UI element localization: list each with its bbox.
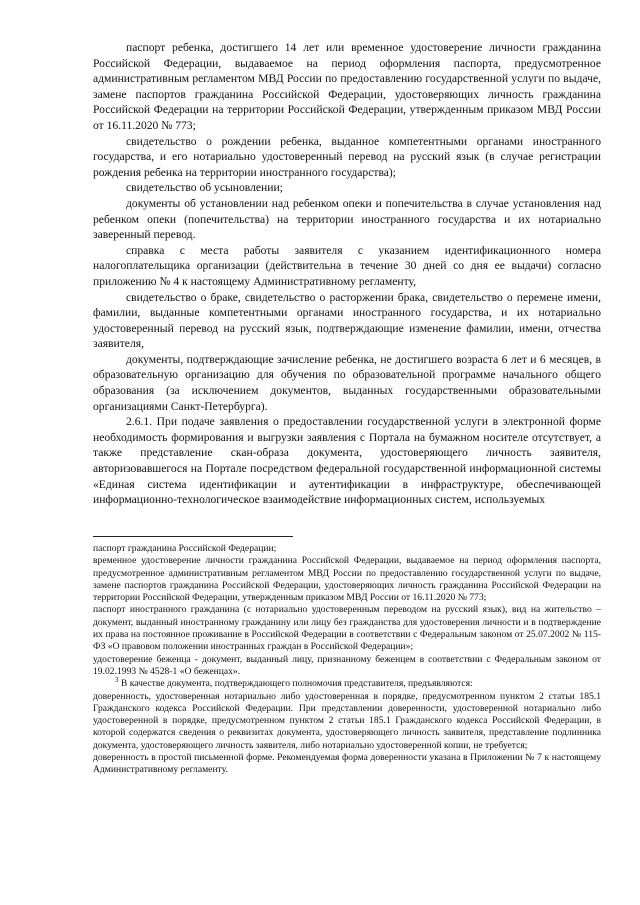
footnote-line: временное удостоверение личности гражданина Российской Федерации, выдаваемое на период оформления паспорта, предусмотренное административным регламентом МВД России по предоставлению государственной услуги по выдаче, замене паспортов гражданина Российской Федерации, удостоверяющих личность гражданина Российской Федерации на территории Российской Федерации, утвержденным приказом МВД России от 16.11.2020 № 773;	[93, 555, 601, 604]
paragraph-guardianship-documents: документы об установлении над ребенком опеки и попечительства в случае установления над ребенком опеки (попечительства) на территории иностранного государства и их нотариально заверенный перевод.	[93, 196, 601, 242]
paragraph-foreign-birth-certificate: свидетельство о рождении ребенка, выданное компетентными органами иностранного государства, и его нотариально удостоверенный перевод на русский язык (в случае регистрации рождения ребенка на территории иностранного государства);	[93, 134, 601, 179]
footnote-line: паспорт гражданина Российской Федерации;	[93, 543, 277, 554]
footnote-3	[93, 678, 601, 690]
footnote-line: удостоверение беженца - документ, выданный лицу, признанному беженцем в соответствии с Федеральным законом от 19.02.1993 № 4528-1 «О беженцах».	[93, 653, 601, 677]
paragraph-marriage-certificate: свидетельство о браке, свидетельство о расторжении брака, свидетельство о перемене имени, фамилии, выданные компетентными органами иностранного государства, и их нотариально удостоверенный перевод на русский язык, подтверждающие изменение фамилии, имени, отчества заявителя,	[93, 290, 601, 351]
paragraph-enrollment-documents: документы, подтверждающие зачисление ребенка, не достигшего возраста 6 лет и 6 месяцев, в образовательную организацию для обучения по образовательной программе начального общего образования (за исключением документов, выданных государственными образовательными организациями Санкт-Петербурга).	[93, 352, 601, 413]
footnote-3-text: В качестве документа, подтверждающего полномочия представителя, предъявляются:	[120, 678, 473, 690]
paragraph-employment-certificate: справка с места работы заявителя с указанием идентификационного номера налогоплательщика организации (действительна в течение 30 дней со дня ее выдачи) согласно приложению № 4 к настоящему Административному регламенту,	[93, 243, 601, 288]
paragraph-adoption-certificate: свидетельство об усыновлении;	[126, 181, 283, 195]
footnote-divider	[93, 536, 293, 537]
footnote-line: доверенность, удостоверенная нотариально либо удостоверенная в порядке, предусмотренном пунктом 2 статьи 185.1 Гражданского кодекса Российской Федерации. При представлении доверенности, удостоверенной нотариально либо удостоверенной в порядке, предусмотренном пунктом 2 статьи 185.1 Гражданского кодекса Российской Федерации, в которой содержатся сведения о реквизитах документа, удостоверяющего личность заявителя, представление подлинника документа, удостоверяющего личность заявителя, либо нотариально удостоверенной копии, не требуется;	[93, 690, 601, 751]
footnote-line: доверенность в простой письменной форме. Рекомендуемая форма доверенности указана в Приложении № 7 к настоящему Административному регламенту.	[93, 752, 601, 776]
footnote-line: паспорт иностранного гражданина (с нотариально удостоверенным переводом на русский язык), вид на жительство – документ, выданный иностранному гражданину или лицу без гражданства для удостоверения личности и в подтверждение их права на постоянное проживание в Российской Федерации в соответствии с Федеральным законом от 25.07.2002 № 115-ФЗ «О правовом положении иностранных граждан в Российской Федерации»;	[93, 604, 601, 653]
main-text	[93, 40, 601, 508]
paragraph-section-2-6-1: 2.6.1. При подаче заявления о предоставлении государственной услуги в электронной форме необходимость формирования и выгрузки заявления с Портала на бумажном носителе отсутствует, а также представление скан-образа документа, удостоверяющего личность заявителя, авторизовавшегося на Портале посредством федеральной государственной информационной системы «Единая система идентификации и аутентификации в инфраструктуре, обеспечивающей информационно-технологическое взаимодействие информационных систем, используемых	[93, 415, 601, 507]
paragraph-child-passport: паспорт ребенка, достигшего 14 лет или временное удостоверение личности гражданина Российской Федерации, выдаваемое на период оформления паспорта, предусмотренное административным регламентом МВД России по предоставлению государственной услуги по выдаче, замене паспортов гражданина Российской Федерации, удостоверяющих личность гражданина Российской Федерации на территории Российской Федерации, утвержденным приказом МВД России от 16.11.2020 № 773;	[93, 41, 601, 132]
footnotes	[93, 543, 601, 777]
footnote-marker: 3	[115, 676, 119, 685]
